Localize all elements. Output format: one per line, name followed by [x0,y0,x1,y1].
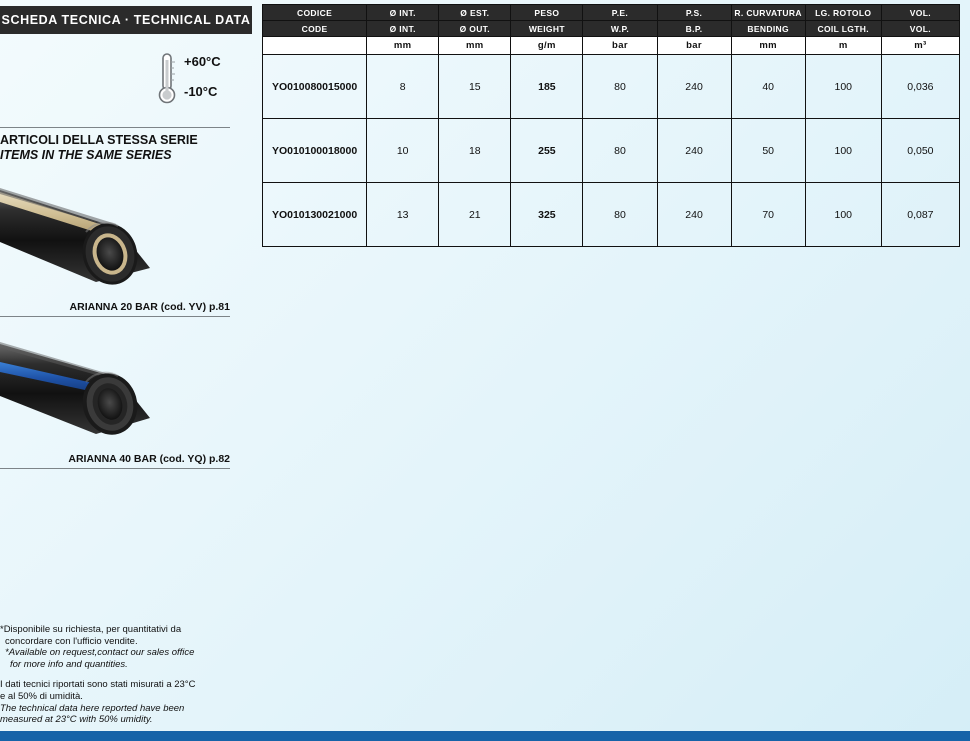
series-heading [0,133,240,163]
list-item-caption: ARIANNA 40 BAR (cod. YQ) p.82 [68,453,230,465]
cell-dout: 18 [439,119,511,183]
col-header-wp-en: W.P. [583,21,657,37]
table-row [263,55,960,119]
col-header-vol-it: VOL. [881,5,959,21]
unit-bending: mm [731,37,805,55]
col-header-dint-en: Ø INT. [367,21,439,37]
col-header-wp-it: P.E. [583,5,657,21]
col-header-bp-en: B.P. [657,21,731,37]
temperature-range [150,48,250,110]
unit-weight: g/m [511,37,583,55]
footnote-line: for more info and quantities. [10,658,128,670]
col-header-code-en: CODE [263,21,367,37]
list-item-divider [0,468,230,469]
temperature-max: +60°C [184,54,221,69]
cell-bp: 240 [657,55,731,119]
col-header-bending-it: R. CURVATURA [731,5,805,21]
cell-dint: 13 [367,183,439,247]
col-header-bp-it: P.S. [657,5,731,21]
left-panel [0,0,252,741]
black-hose-with-beige-liner-image [0,176,234,294]
footnotes [0,624,245,735]
table-header-row-en [263,21,960,37]
col-header-dout-it: Ø EST. [439,5,511,21]
cell-code: YO010080015000 [263,55,367,119]
cell-weight: 325 [511,183,583,247]
bottom-accent-bar [0,731,970,741]
cell-vol: 0,050 [881,119,959,183]
cell-bending: 70 [731,183,805,247]
footnote-line: I dati tecnici riportati sono stati misurati a 23°C [0,679,196,691]
cell-vol: 0,087 [881,183,959,247]
unit-code [263,37,367,55]
black-hose-with-blue-stripe-image [0,328,234,446]
cell-dint: 10 [367,119,439,183]
cell-vol: 0,036 [881,55,959,119]
table-header-row-it [263,5,960,21]
cell-dint: 8 [367,55,439,119]
footnote-line: The technical data here reported have been [0,702,185,714]
cell-weight: 185 [511,55,583,119]
table-row [263,183,960,247]
col-header-weight-it: PESO [511,5,583,21]
unit-dint: mm [367,37,439,55]
list-item [0,328,252,469]
col-header-dint-it: Ø INT. [367,5,439,21]
series-heading-en: ITEMS IN THE SAME SERIES [0,148,172,162]
cell-bp: 240 [657,119,731,183]
cell-bending: 40 [731,55,805,119]
footnote-availability [0,624,245,670]
list-item-caption: ARIANNA 20 BAR (cod. YV) p.81 [69,301,230,313]
cell-code: YO010130021000 [263,183,367,247]
series-heading-it: ARTICOLI DELLA STESSA SERIE [0,133,198,147]
list-item [0,176,252,317]
unit-bp: bar [657,37,731,55]
series-divider [0,127,230,128]
list-item-divider [0,316,230,317]
cell-bp: 240 [657,183,731,247]
temperature-min: -10°C [184,84,218,99]
footnote-line: concordare con l'ufficio vendite. [5,635,138,647]
table-row [263,119,960,183]
unit-wp: bar [583,37,657,55]
footnote-measurement [0,679,245,725]
col-header-weight-en: WEIGHT [511,21,583,37]
cell-bending: 50 [731,119,805,183]
col-header-code-it: CODICE [263,5,367,21]
table-units-row [263,37,960,55]
cell-dout: 15 [439,55,511,119]
col-header-coil-it: LG. ROTOLO [805,5,881,21]
thermometer-icon [156,50,178,106]
cell-dout: 21 [439,183,511,247]
footnote-line: measured at 23°C with 50% umidity. [0,714,153,726]
col-header-coil-en: COIL LGTH. [805,21,881,37]
cell-wp: 80 [583,119,657,183]
cell-coil: 100 [805,119,881,183]
unit-vol: m³ [881,37,959,55]
page-title: SCHEDA TECNICA · TECHNICAL DATA [0,6,252,34]
footnote-line: e al 50% di umidità. [0,690,83,702]
cell-wp: 80 [583,183,657,247]
footnote-line: *Available on request,contact our sales office [5,647,195,659]
cell-coil: 100 [805,55,881,119]
cell-wp: 80 [583,55,657,119]
unit-coil: m [805,37,881,55]
cell-weight: 255 [511,119,583,183]
col-header-bending-en: BENDING [731,21,805,37]
footnote-line: *Disponibile su richiesta, per quantitativi da [0,624,182,635]
cell-code: YO010100018000 [263,119,367,183]
technical-data-table [262,4,960,247]
col-header-dout-en: Ø OUT. [439,21,511,37]
cell-coil: 100 [805,183,881,247]
col-header-vol-en: VOL. [881,21,959,37]
unit-dout: mm [439,37,511,55]
